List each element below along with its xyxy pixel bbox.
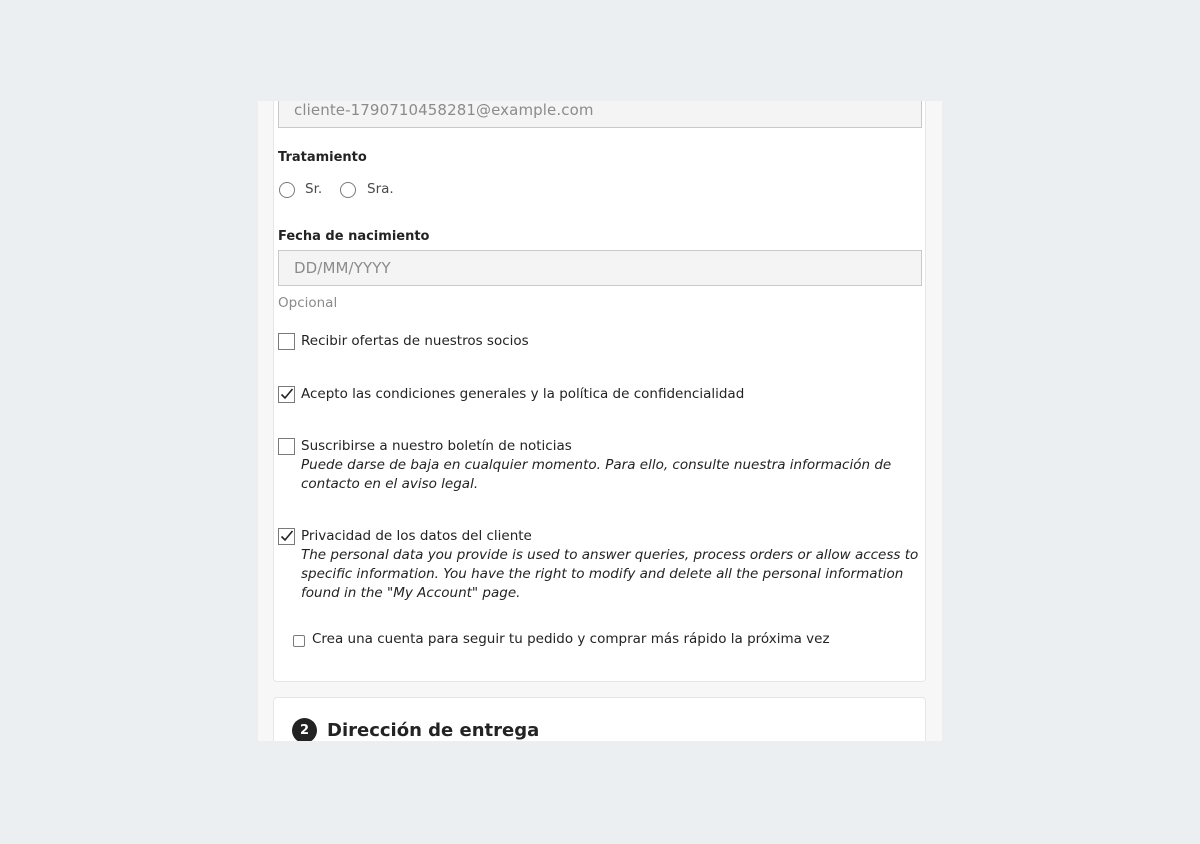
newsletter-checkbox[interactable] [278, 438, 295, 455]
newsletter-text: Suscribirse a nuestro boletín de noticias [301, 438, 572, 454]
partner-offers-label [301, 332, 926, 351]
salutation-label: Tratamiento [278, 150, 367, 165]
step-number-badge: 2 [292, 718, 317, 741]
checkmark-icon [280, 529, 294, 543]
partner-offers-text: Recibir ofertas de nuestros socios [301, 333, 529, 349]
delivery-address-title[interactable]: Dirección de entrega [327, 720, 540, 741]
delivery-address-section[interactable] [273, 697, 926, 741]
newsletter-label [301, 437, 926, 494]
create-account-label: Crea una cuenta para seguir tu pedido y comprar más rápido la próxima vez [312, 631, 830, 647]
terms-checkbox[interactable] [278, 386, 295, 403]
radio-mr-label: Sr. [305, 181, 323, 197]
personal-info-section [273, 101, 926, 682]
partner-offers-checkbox[interactable] [278, 333, 295, 350]
create-account-checkbox[interactable] [293, 635, 305, 647]
privacy-description: The personal data you provide is used to answer queries, process orders or allow access to specific information. You have the right to modify and delete all the personal information found in the "My Account" page. [301, 547, 919, 601]
terms-text: Acepto las condiciones generales y la política de confidencialidad [301, 386, 745, 402]
birthdate-input[interactable]: DD/MM/YYYY [278, 250, 922, 286]
email-field[interactable]: cliente-1790710458281@example.com [278, 101, 922, 128]
privacy-text: Privacidad de los datos del cliente [301, 528, 532, 544]
birthdate-label: Fecha de nacimiento [278, 229, 430, 244]
terms-label [301, 385, 926, 404]
checkmark-icon [280, 387, 294, 401]
radio-mrs[interactable] [340, 182, 356, 198]
privacy-label [301, 527, 926, 603]
radio-mrs-label: Sra. [367, 181, 394, 197]
checkout-scroll-area [258, 101, 942, 741]
privacy-checkbox[interactable] [278, 528, 295, 545]
newsletter-description: Puede darse de baja en cualquier momento. Para ello, consulte nuestra información de contacto en el aviso legal. [301, 457, 892, 492]
birthdate-hint: Opcional [278, 295, 338, 311]
radio-mr[interactable] [279, 182, 295, 198]
